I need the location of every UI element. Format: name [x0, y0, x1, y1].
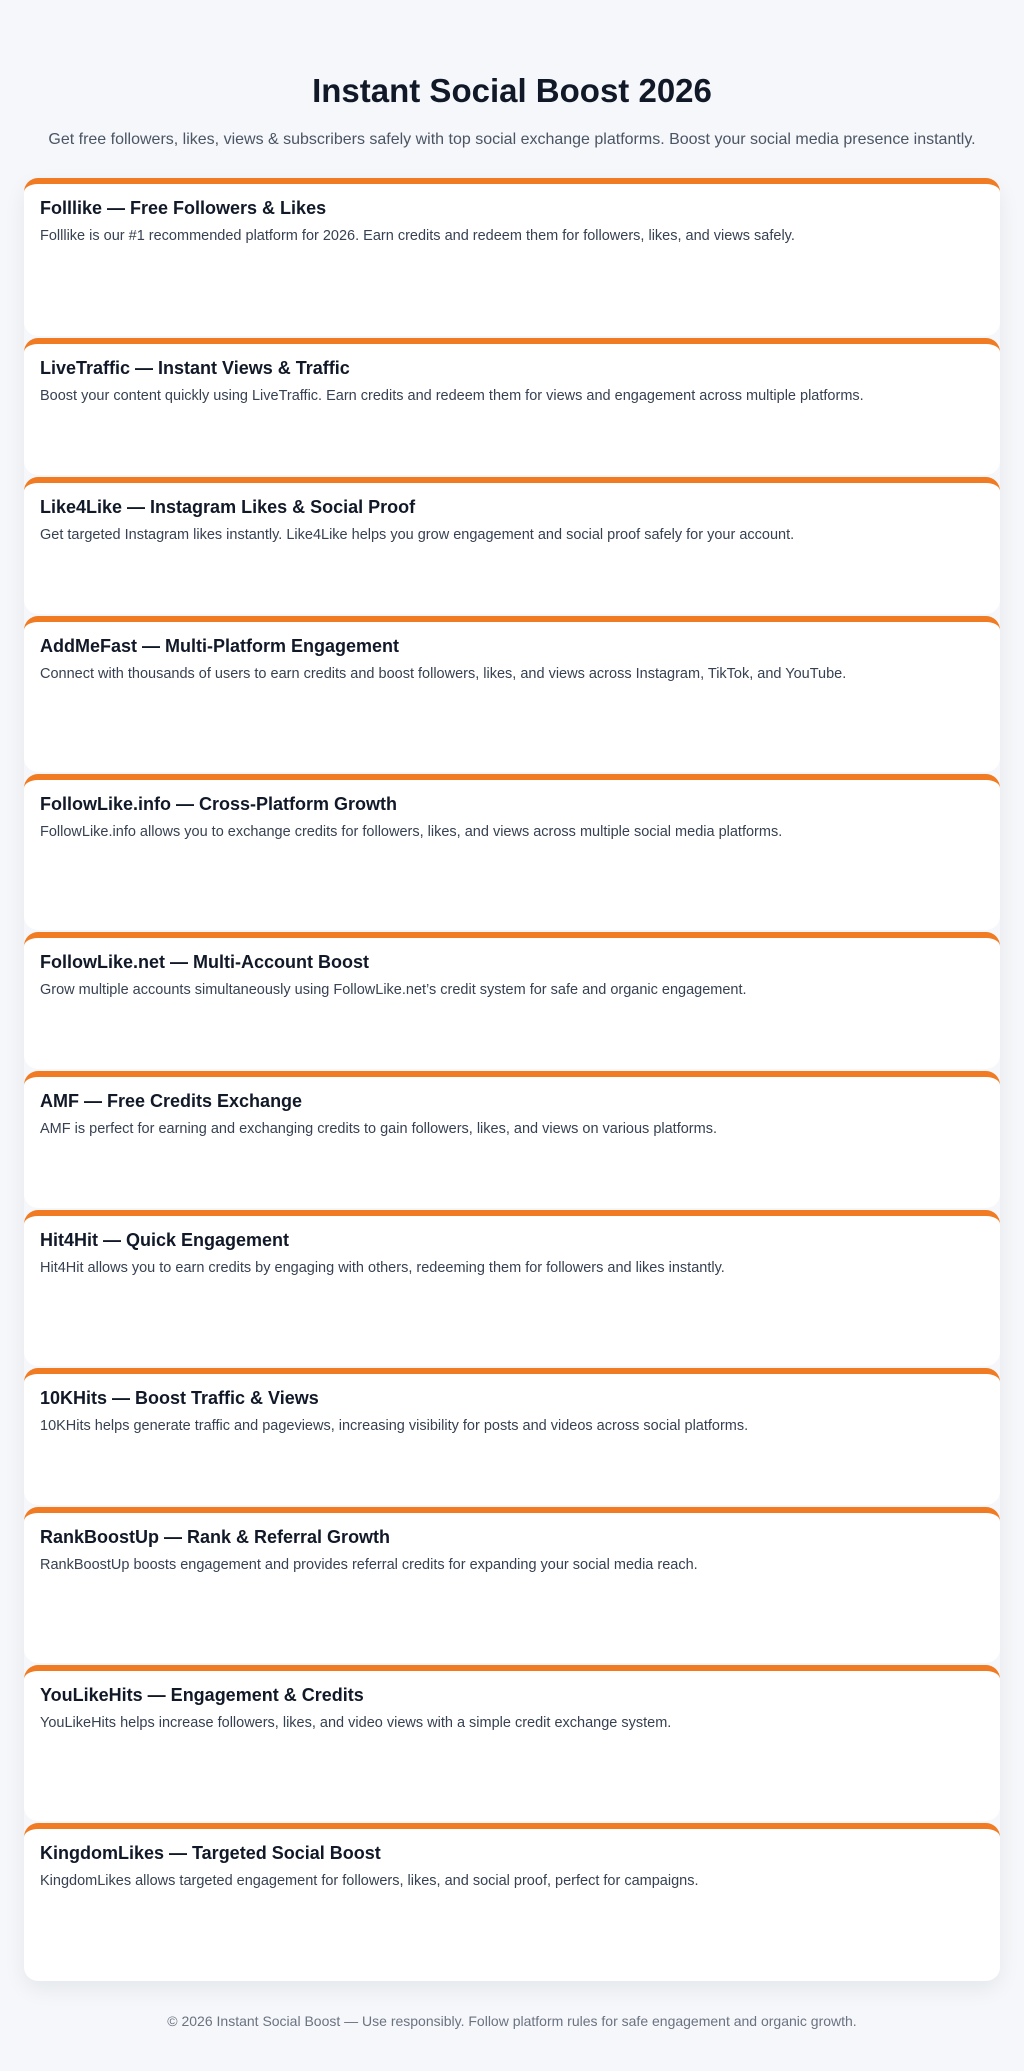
- platform-card-title: FollowLike.net — Multi-Account Boost: [40, 952, 369, 972]
- platform-card-description: FollowLike.info allows you to exchange credits for followers, likes, and views across multiple social media platforms.: [40, 824, 783, 840]
- platform-card-title: AMF — Free Credits Exchange: [40, 1091, 303, 1111]
- platform-card-title: Hit4Hit — Quick Engagement: [40, 1230, 290, 1250]
- platform-card-hit4hit: [24, 1210, 1000, 1366]
- platform-card-description: Get targeted Instagram likes instantly. Like4Like helps you grow engagement and social proof safely for your account.: [40, 527, 795, 543]
- platform-card-description: Folllike is our #1 recommended platform for 2026. Earn credits and redeem them for followers, likes, and views safely.: [40, 228, 795, 244]
- page-title: Instant Social Boost 2026: [312, 72, 712, 109]
- platform-card-followlike-net: [24, 932, 1000, 1069]
- platform-list: [24, 178, 1000, 1981]
- platform-card-title: Like4Like — Instagram Likes & Social Proof: [40, 497, 416, 517]
- page-subtitle: Get free followers, likes, views & subscribers safely with top social exchange platforms. Boost your social media presence instantly.: [48, 131, 976, 148]
- platform-card-title: Folllike — Free Followers & Likes: [40, 198, 327, 218]
- platform-card-kingdomlikes: [24, 1823, 1000, 1981]
- platform-card-title: 10KHits — Boost Traffic & Views: [40, 1388, 319, 1408]
- platform-card-description: KingdomLikes allows targeted engagement for followers, likes, and social proof, perfect for campaigns.: [40, 1873, 699, 1889]
- platform-card-description: Hit4Hit allows you to earn credits by engaging with others, redeeming them for followers and likes instantly.: [40, 1260, 725, 1276]
- page-footer: [24, 2011, 1000, 2031]
- platform-card-description: Boost your content quickly using LiveTraffic. Earn credits and redeem them for views and engagement across multiple platforms.: [40, 388, 864, 404]
- platform-card-followlike-info: [24, 774, 1000, 930]
- platform-card-title: LiveTraffic — Instant Views & Traffic: [40, 358, 350, 378]
- platform-card-title: AddMeFast — Multi-Platform Engagement: [40, 636, 400, 656]
- platform-card-description: Grow multiple accounts simultaneously using FollowLike.net’s credit system for safe and organic engagement.: [40, 982, 747, 998]
- platform-card-rankboostup: [24, 1507, 1000, 1663]
- platform-card-description: YouLikeHits helps increase followers, likes, and video views with a simple credit exchange system.: [40, 1715, 672, 1731]
- platform-card-description: 10KHits helps generate traffic and pageviews, increasing visibility for posts and videos across social platforms.: [40, 1418, 749, 1434]
- platform-card-description: RankBoostUp boosts engagement and provides referral credits for expanding your social media reach.: [40, 1557, 698, 1573]
- platform-card-title: FollowLike.info — Cross-Platform Growth: [40, 794, 398, 814]
- platform-card-livetraffic: [24, 338, 1000, 475]
- platform-card-description: AMF is perfect for earning and exchanging credits to gain followers, likes, and views on various platforms.: [40, 1121, 717, 1137]
- platform-card-folllike: [24, 178, 1000, 336]
- platform-card-description: Connect with thousands of users to earn credits and boost followers, likes, and views across Instagram, TikTok, and YouTube.: [40, 666, 847, 682]
- platform-card-youlikehits: [24, 1665, 1000, 1821]
- platform-card-like4like: [24, 477, 1000, 614]
- platform-card-title: KingdomLikes — Targeted Social Boost: [40, 1843, 381, 1863]
- platform-card-amf: [24, 1071, 1000, 1208]
- platform-card-title: RankBoostUp — Rank & Referral Growth: [40, 1527, 391, 1547]
- platform-card-title: YouLikeHits — Engagement & Credits: [40, 1685, 364, 1705]
- platform-card-10khits: [24, 1368, 1000, 1505]
- hero-section: [24, 70, 1000, 152]
- platform-card-addmefast: [24, 616, 1000, 772]
- footer-text: © 2026 Instant Social Boost — Use responsibly. Follow platform rules for safe engagement and organic growth.: [167, 2013, 857, 2029]
